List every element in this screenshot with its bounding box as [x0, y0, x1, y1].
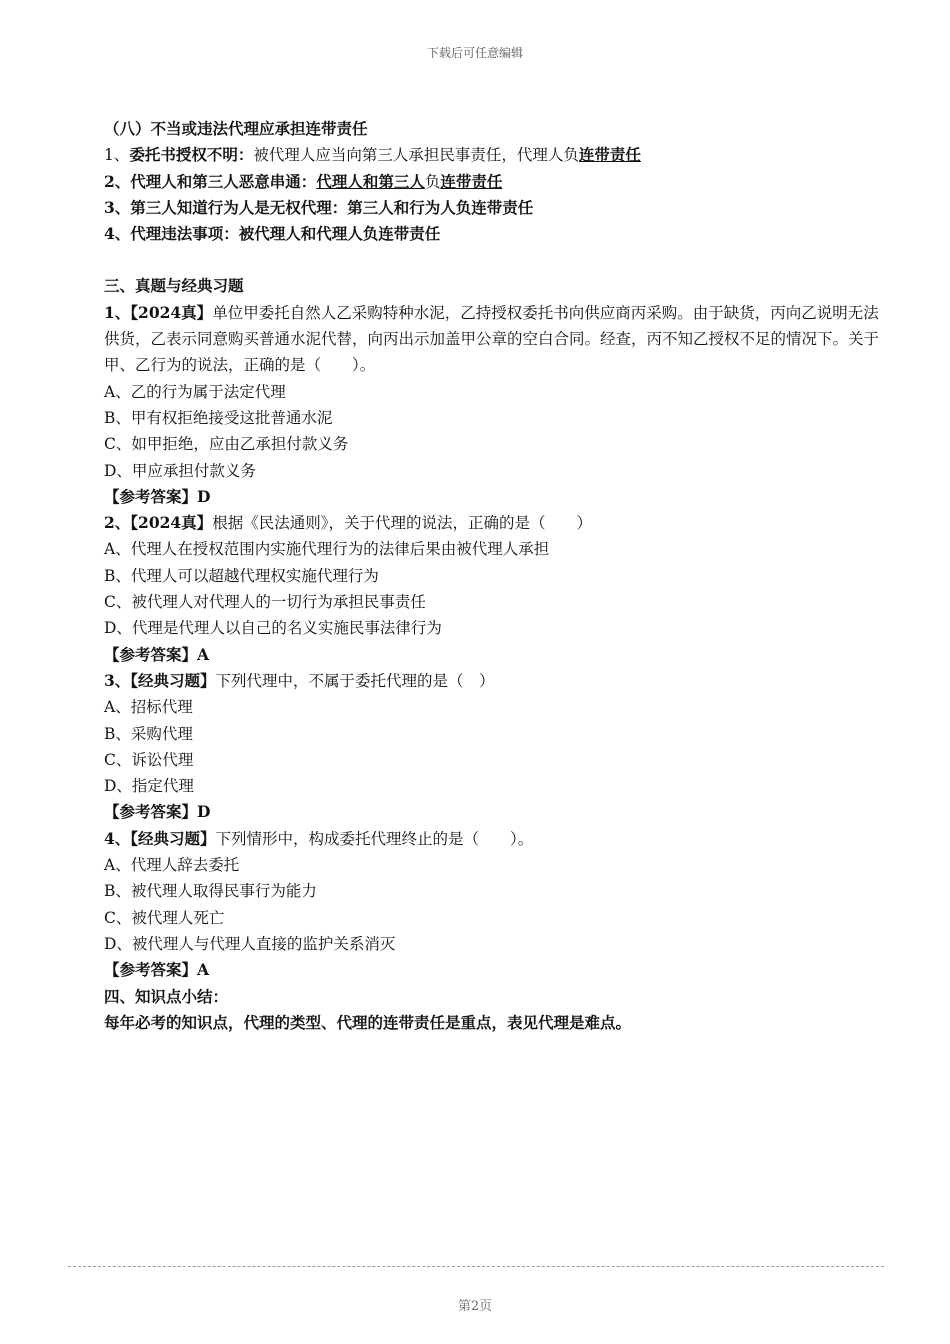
- item-underlined: 代理人和第三人: [316, 171, 425, 191]
- option: A、乙的行为属于法定代理: [104, 382, 286, 401]
- item-underlined: 连带责任: [578, 145, 641, 165]
- answer: 【参考答案】A: [104, 960, 210, 980]
- option: A、招标代理: [104, 698, 193, 717]
- section4-summary: 每年必考的知识点，代理的类型、代理的连带责任是重点，表见代理是难点。: [104, 1012, 632, 1032]
- item-text: 负: [424, 172, 441, 191]
- option: C、被代理人死亡: [104, 908, 225, 927]
- question-prefix: 1、【2024真】: [104, 302, 213, 322]
- item-text: 被代理人应当向第三人承担民事责任，代理人负: [253, 146, 579, 165]
- option: D、代理是代理人以自己的名义实施民事法律行为: [104, 619, 442, 638]
- document-body: [104, 116, 884, 1036]
- item-number: 2、: [104, 171, 131, 191]
- answer: 【参考答案】A: [104, 644, 210, 664]
- question-prefix: 2、【2024真】: [104, 513, 213, 533]
- option: A、代理人在授权范围内实施代理行为的法律后果由被代理人承担: [104, 540, 550, 559]
- page-header: 下载后可任意编辑: [426, 46, 523, 60]
- section8-item-4: 4、代理违法事项：被代理人和代理人负连带责任: [104, 224, 441, 244]
- option: A、代理人辞去委托: [104, 856, 240, 875]
- question-stem: 下列情形中，构成委托代理终止的是（ ）。: [215, 829, 534, 848]
- blank-line: [104, 247, 884, 273]
- option: C、如甲拒绝，应由乙承担付款义务: [104, 435, 349, 454]
- option: D、指定代理: [104, 777, 194, 796]
- question-1: [104, 300, 884, 379]
- item-number: 1、: [104, 146, 130, 165]
- question-stem: 下列代理中，不属于委托代理的是（ ）: [215, 671, 495, 690]
- section8-item-1: [104, 142, 884, 168]
- page-number: 第2页: [457, 1299, 493, 1314]
- option: C、被代理人对代理人的一切行为承担民事责任: [104, 593, 426, 612]
- answer: 【参考答案】D: [104, 802, 211, 822]
- option: D、甲应承担付款义务: [104, 461, 256, 480]
- question-stem: 单位甲委托自然人乙采购特种水泥，乙持授权委托书向供应商丙采购。由于缺货，丙向乙说明无法供货，乙表示同意购买普通水泥代替，向丙出示加盖甲公章的空白合同。经查，丙不知乙授权不足的情况下。关于甲、乙行为的说法，正确的是（ ）。: [104, 303, 880, 375]
- answer: 【参考答案】D: [104, 486, 211, 506]
- question-3: [104, 668, 884, 694]
- footer-divider: [68, 1266, 884, 1267]
- option: B、代理人可以超越代理权实施代理行为: [104, 566, 379, 585]
- section8-title: （八）不当或违法代理应承担连带责任: [104, 119, 368, 138]
- section4-title: 四、知识点小结：: [104, 986, 229, 1006]
- item-bold-label: 委托书授权不明：: [129, 145, 254, 165]
- section8-item-2: [104, 169, 884, 195]
- question-stem: 根据《民法通则》，关于代理的说法，正确的是（ ）: [212, 514, 592, 533]
- question-prefix: 3、【经典习题】: [104, 670, 216, 690]
- option: C、诉讼代理: [104, 750, 194, 769]
- option: B、被代理人取得民事行为能力: [104, 882, 317, 901]
- option: B、采购代理: [104, 724, 193, 743]
- option: B、甲有权拒绝接受这批普通水泥: [104, 408, 333, 427]
- question-2: [104, 510, 884, 536]
- item-underlined: 连带责任: [440, 171, 503, 191]
- section8-item-3: 3、第三人知道行为人是无权代理：第三人和行为人负连带责任: [104, 197, 534, 217]
- option: D、被代理人与代理人直接的监护关系消灭: [104, 934, 396, 953]
- question-prefix: 4、【经典习题】: [104, 828, 216, 848]
- section3-title: 三、真题与经典习题: [104, 276, 244, 296]
- question-4: [104, 826, 884, 852]
- item-bold-label: 代理人和第三人恶意串通：: [130, 171, 317, 191]
